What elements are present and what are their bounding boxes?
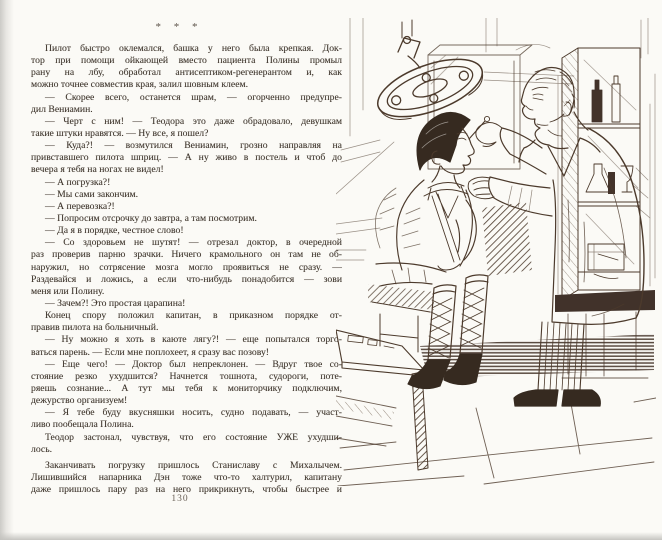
table	[336, 330, 428, 470]
text-line: — Ну можно я хоть в каюте лягу?! — еще попытался торго-	[45, 334, 342, 346]
text-column	[31, 43, 342, 496]
chair	[368, 284, 434, 352]
text-line: даже пришлось пару раз на него прикрикнуть, чтобы быстрее и	[31, 484, 342, 496]
text-line: лось.	[31, 443, 53, 455]
text-line: — А перевозка?!	[45, 200, 115, 212]
bottles	[586, 76, 633, 270]
doctor-right-arm	[469, 116, 546, 174]
text-line: раз проверив парню зрачки. Ничего крамольного он там не об-	[31, 249, 342, 261]
text-line: можно точнее совместив края, залил шовным клеем.	[31, 79, 249, 91]
text-line: стояние резко ухудшится? Начнется тошнота, судороги, поте-	[31, 370, 342, 382]
text-line: Теодор застонал, чувствуя, что его состояние УЖЕ ухудши-	[45, 431, 342, 443]
text-line: Раздевайся и ложись, а если что-нибудь понадобится — зови	[31, 273, 342, 285]
text-line: ряешь сознание... А тут мы тебя к мониторчику подключим,	[31, 382, 342, 394]
page-number: 130	[171, 494, 189, 504]
mid-shadow	[482, 202, 532, 276]
exam-lamp	[370, 20, 489, 128]
text-line: Пилот быстро оклемался, башка у него была крепкая. Док-	[45, 43, 342, 54]
text-line: — Да я в порядке, честное слово!	[45, 225, 184, 237]
text-line: Заканчивать погрузку пришлось Станиславу с Михалычем.	[45, 459, 342, 471]
text-line: Лишившийся напарника Дэн тоже что-то халтурил, капитану	[31, 471, 342, 483]
text-line: правив пилота на больничный.	[31, 322, 159, 334]
text-line: наружил, но сотрясение мозга могло проявиться не сразу. —	[31, 261, 342, 273]
text-line: — А погрузка?!	[45, 176, 111, 188]
text-line: — Со здоровьем не шутят! — отрезал доктор, в очередной	[45, 237, 342, 249]
text-line: — Скорее всего, останется шрам, — огорченно предупре-	[45, 91, 342, 103]
text-line: — Я тебе буду вкусняшки носить, судно подавать, — участ-	[45, 407, 342, 419]
section-separator: * * *	[155, 21, 203, 33]
text-line: дежурство организуем!	[31, 395, 128, 407]
text-line: — Еще чего! — Доктор был непреклонен. — Вдруг твое со-	[45, 358, 342, 370]
illustration-doctor-examining-pilot	[336, 18, 656, 486]
text-line: Конец спору положил капитан, в приказном порядке от-	[45, 310, 342, 322]
scan-edge-left	[0, 0, 14, 540]
text-line: такие штуки нравятся. — Ну все, я пошел?	[31, 127, 209, 139]
pilot-hair	[417, 112, 470, 170]
text-line: тор при помощи ойкающей вместо пациента Полины промыл	[31, 55, 342, 67]
text-line: привставшего пилота шприц. — А ну живо в постель и чтоб до	[31, 152, 342, 164]
text-line: — Куда?! — возмутился Вениамин, грозно направляя на	[45, 140, 342, 152]
text-line: — Черт с ним! — Теодора это даже обрадовало, девушкам	[45, 115, 342, 127]
text-line: — Попросим отсрочку до завтра, а там посмотрим.	[45, 212, 257, 224]
dropper	[469, 121, 485, 139]
text-line: ваться парень. — Если мне поплохеет, я сразу вас позову!	[31, 346, 270, 358]
text-line: — Зачем?! Это простая царапина!	[45, 297, 186, 309]
text-line: рану на лбу, обработал антисептиком-регенерантом и, как	[31, 67, 342, 79]
text-line: ливо пообещала Полина.	[31, 419, 134, 431]
text-line: — Мы сами закончим.	[45, 188, 139, 200]
scan-edge-bottom	[0, 532, 662, 540]
text-line: вечера я тебя на ногах не видел!	[31, 164, 164, 176]
text-line: меня или Полину.	[31, 285, 105, 297]
text-line: дил Вениамин.	[31, 103, 93, 115]
